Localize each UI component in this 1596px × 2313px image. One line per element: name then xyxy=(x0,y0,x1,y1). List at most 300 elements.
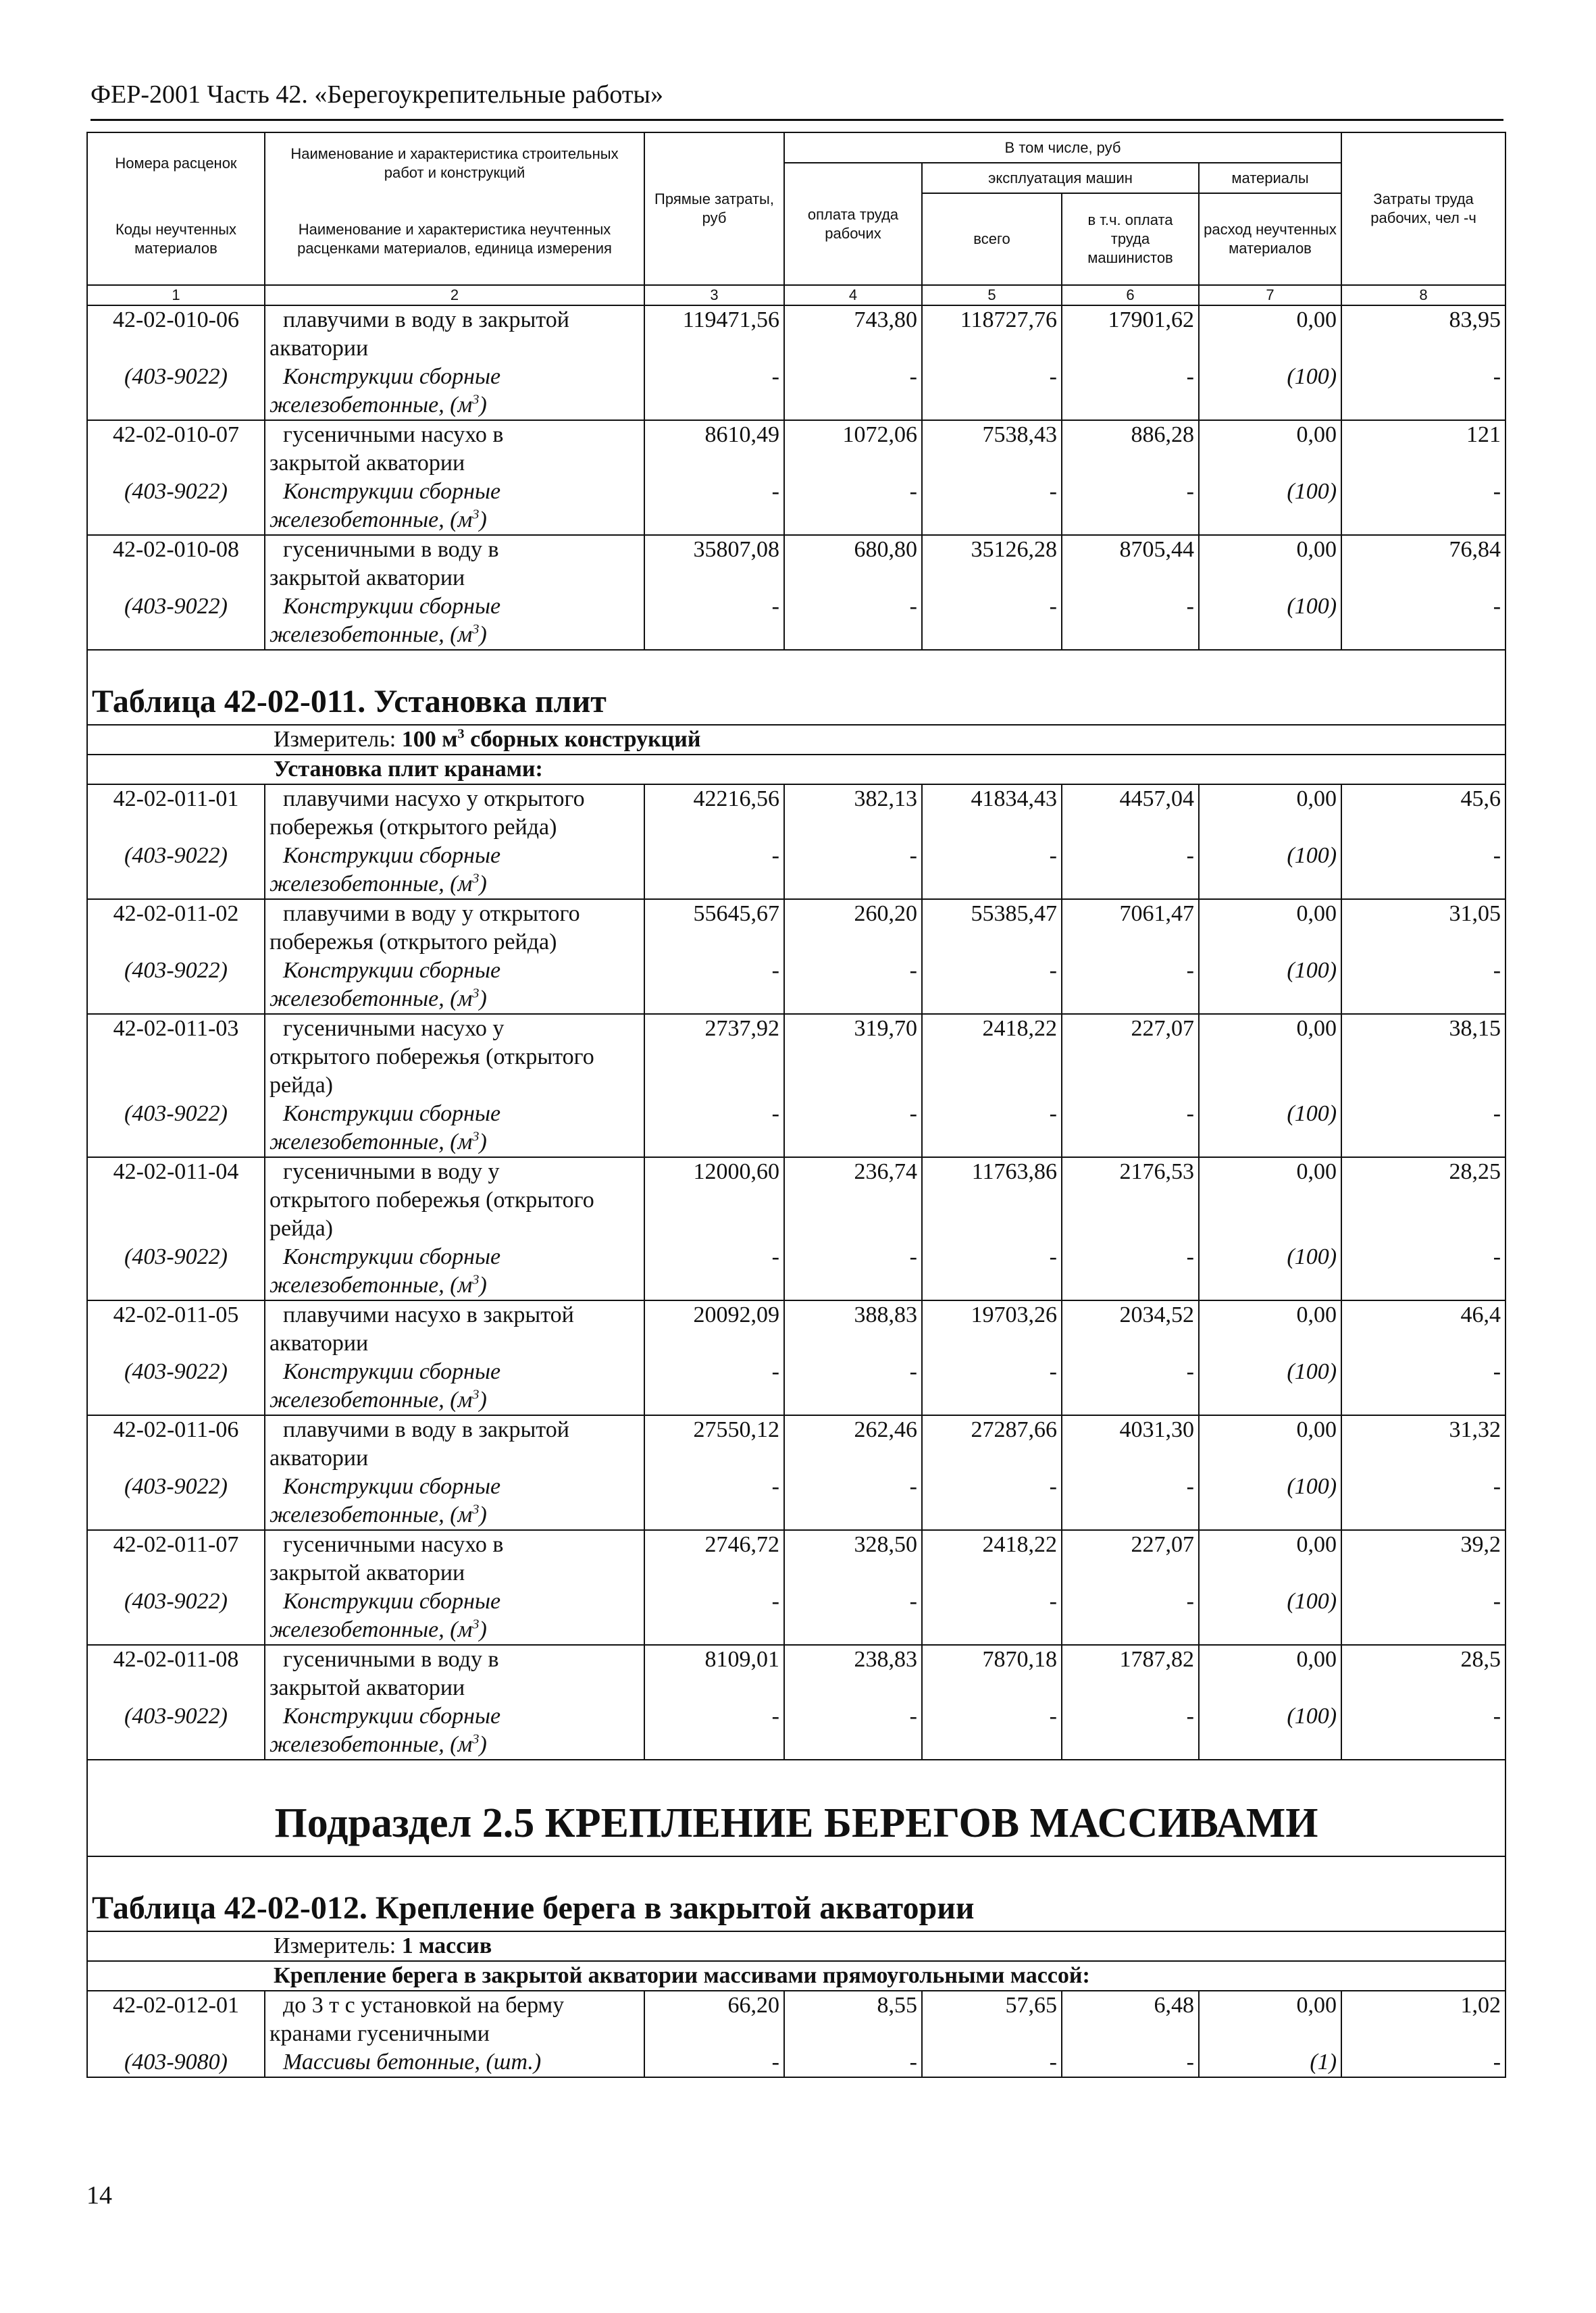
table-meter-row xyxy=(87,1931,1505,1961)
meter-superscript: 3 xyxy=(457,726,465,742)
direct-cost: - xyxy=(644,1702,784,1760)
material-unit-prefix: железобетонные, (м xyxy=(269,871,473,896)
materials-cost: 0,00 xyxy=(1199,305,1341,363)
direct-cost: 119471,56 xyxy=(644,305,784,363)
material-row xyxy=(87,1100,1505,1157)
material-quantity: (100) xyxy=(1199,842,1341,899)
meter-value: 1 массив xyxy=(401,1933,492,1958)
table-title-row xyxy=(87,650,1505,725)
labor-hours: 121 xyxy=(1341,420,1505,478)
materials-cost: 0,00 xyxy=(1199,1157,1341,1243)
machinist-pay: 4457,04 xyxy=(1062,784,1199,842)
material-quantity: (100) xyxy=(1199,592,1341,650)
work-name-line: плавучими в воду у открытого xyxy=(283,901,580,926)
labor-hours: - xyxy=(1341,1702,1505,1760)
machines-total: 35126,28 xyxy=(922,535,1062,592)
direct-cost: - xyxy=(644,1100,784,1157)
material-unit-superscript: 3 xyxy=(472,621,480,637)
rate-code: 42-02-011-01 xyxy=(87,784,265,842)
material-unit-prefix: железобетонные, (м xyxy=(269,507,473,532)
column-number: 1 xyxy=(87,285,265,305)
material-unit-suffix: ) xyxy=(479,1732,487,1757)
work-name-line: закрытой акватории xyxy=(269,451,465,476)
column-number: 3 xyxy=(644,285,784,305)
rate-row xyxy=(87,1645,1505,1702)
material-code: (403-9022) xyxy=(87,842,265,899)
labor-hours: - xyxy=(1341,478,1505,535)
labor-pay: 388,83 xyxy=(784,1300,922,1358)
machinist-pay: - xyxy=(1062,363,1199,420)
machines-total: 41834,43 xyxy=(922,784,1062,842)
material-code: (403-9022) xyxy=(87,957,265,1014)
rate-row xyxy=(87,899,1505,957)
labor-hours: 46,4 xyxy=(1341,1300,1505,1358)
machinist-pay: 6,48 xyxy=(1062,1991,1199,2048)
material-unit-suffix: ) xyxy=(479,622,487,647)
work-name-line: гусеничными насухо у xyxy=(283,1016,505,1041)
material-unit-prefix: железобетонные, (м xyxy=(269,986,473,1011)
work-name-line: до 3 т с установкой на берму xyxy=(283,1993,565,2018)
labor-pay: 743,80 xyxy=(784,305,922,363)
labor-hours: 83,95 xyxy=(1341,305,1505,363)
rate-row xyxy=(87,305,1505,363)
machines-total: 27287,66 xyxy=(922,1415,1062,1473)
labor-hours: - xyxy=(1341,1358,1505,1415)
machinist-pay: 17901,62 xyxy=(1062,305,1199,363)
header-rate-number: Номера расценок xyxy=(87,132,265,193)
material-name-unit xyxy=(269,621,640,649)
machinist-pay: - xyxy=(1062,957,1199,1014)
work-name xyxy=(265,1014,644,1100)
material-unit-suffix: ) xyxy=(479,507,487,532)
machines-total: 118727,76 xyxy=(922,305,1062,363)
header-material-codes: Коды неучтенных материалов xyxy=(87,193,265,285)
machinist-pay: - xyxy=(1062,1702,1199,1760)
table-title: Таблица 42-02-011. Установка плит xyxy=(87,650,1505,725)
material-code: (403-9022) xyxy=(87,1587,265,1645)
work-name xyxy=(265,1157,644,1243)
meter-label: Измеритель: xyxy=(274,1933,396,1958)
direct-cost: - xyxy=(644,363,784,420)
work-name-line: рейда) xyxy=(269,1073,333,1098)
work-name xyxy=(265,420,644,478)
direct-cost: - xyxy=(644,478,784,535)
direct-cost: 2746,72 xyxy=(644,1530,784,1587)
rate-code: 42-02-010-06 xyxy=(87,305,265,363)
material-row xyxy=(87,1473,1505,1530)
work-name-line: гусеничными в воду в xyxy=(283,1647,499,1672)
meter-label: Измеритель: xyxy=(274,727,396,752)
machines-total: 7870,18 xyxy=(922,1645,1062,1702)
material-row xyxy=(87,1358,1505,1415)
material-name-line: Конструкции сборные xyxy=(283,1474,501,1499)
material-unit-suffix: ) xyxy=(479,392,487,417)
material-row xyxy=(87,1587,1505,1645)
column-number: 8 xyxy=(1341,285,1505,305)
machinist-pay: 2034,52 xyxy=(1062,1300,1199,1358)
direct-cost: - xyxy=(644,1243,784,1300)
meter-value-suffix: сборных конструкций xyxy=(464,727,701,752)
labor-hours: - xyxy=(1341,1100,1505,1157)
header-machinist-pay: в т.ч. оплата труда машинистов xyxy=(1062,193,1199,285)
meter-value xyxy=(402,727,701,752)
material-quantity: (100) xyxy=(1199,1473,1341,1530)
machinist-pay: 227,07 xyxy=(1062,1530,1199,1587)
material-name-unit xyxy=(269,506,640,534)
rate-code: 42-02-011-04 xyxy=(87,1157,265,1243)
labor-pay: 236,74 xyxy=(784,1157,922,1243)
material-unit-superscript: 3 xyxy=(472,986,480,1001)
material-name-unit xyxy=(269,1271,640,1300)
material-quantity: (100) xyxy=(1199,957,1341,1014)
material-quantity: (100) xyxy=(1199,1100,1341,1157)
direct-cost: 42216,56 xyxy=(644,784,784,842)
rates-table xyxy=(86,132,1506,2078)
rate-code: 42-02-011-06 xyxy=(87,1415,265,1473)
rate-row xyxy=(87,784,1505,842)
rate-code: 42-02-011-05 xyxy=(87,1300,265,1358)
header-rule xyxy=(91,119,1503,121)
materials-cost: 0,00 xyxy=(1199,535,1341,592)
material-unit-suffix: ) xyxy=(479,1129,487,1154)
machines-total: - xyxy=(922,1473,1062,1530)
table-group: Крепление берега в закрытой акватории массивами прямоугольными массой: xyxy=(87,1961,1505,1991)
material-name-line: Конструкции сборные xyxy=(283,479,501,504)
labor-pay: - xyxy=(784,1243,922,1300)
table-meter xyxy=(87,725,1505,755)
material-unit-superscript: 3 xyxy=(472,507,480,522)
material-code: (403-9022) xyxy=(87,1473,265,1530)
direct-cost: 55645,67 xyxy=(644,899,784,957)
header-labor-pay: оплата труда рабочих xyxy=(784,163,922,285)
table-group-row xyxy=(87,1961,1505,1991)
material-name: Массивы бетонные, (шт.) xyxy=(265,2048,644,2077)
rate-row xyxy=(87,1300,1505,1358)
machines-total: 2418,22 xyxy=(922,1014,1062,1100)
machinist-pay: - xyxy=(1062,478,1199,535)
machinist-pay: 2176,53 xyxy=(1062,1157,1199,1243)
labor-hours: 28,25 xyxy=(1341,1157,1505,1243)
table-meter xyxy=(87,1931,1505,1961)
rate-code: 42-02-011-02 xyxy=(87,899,265,957)
material-unit-suffix: ) xyxy=(479,1273,487,1298)
material-name-unit xyxy=(269,1501,640,1529)
material-name xyxy=(265,1243,644,1300)
material-quantity: (100) xyxy=(1199,1587,1341,1645)
material-unit-superscript: 3 xyxy=(472,871,480,886)
labor-hours: - xyxy=(1341,2048,1505,2077)
material-unit-superscript: 3 xyxy=(472,1502,480,1517)
direct-cost: 12000,60 xyxy=(644,1157,784,1243)
material-code: (403-9022) xyxy=(87,592,265,650)
labor-pay: - xyxy=(784,842,922,899)
labor-hours: 38,15 xyxy=(1341,1014,1505,1100)
material-name-line: Конструкции сборные xyxy=(283,1589,501,1614)
material-row xyxy=(87,842,1505,899)
material-code: (403-9022) xyxy=(87,1702,265,1760)
work-name-line: плавучими насухо у открытого xyxy=(283,786,585,811)
material-quantity: (100) xyxy=(1199,1358,1341,1415)
material-name-line: Конструкции сборные xyxy=(283,1101,501,1126)
materials-cost: 0,00 xyxy=(1199,1530,1341,1587)
work-name xyxy=(265,784,644,842)
material-name-line: Конструкции сборные xyxy=(283,1244,501,1269)
labor-pay: 319,70 xyxy=(784,1014,922,1100)
labor-pay: - xyxy=(784,1702,922,1760)
machines-total: - xyxy=(922,592,1062,650)
machinist-pay: - xyxy=(1062,1358,1199,1415)
material-name-line: Конструкции сборные xyxy=(283,364,501,389)
work-name-line: гусеничными насухо в xyxy=(283,1532,504,1557)
meter-value-prefix: 100 м xyxy=(401,727,458,752)
material-unit-prefix: железобетонные, (м xyxy=(269,1502,473,1527)
direct-cost: 66,20 xyxy=(644,1991,784,2048)
table-group-row xyxy=(87,755,1505,784)
material-unit-superscript: 3 xyxy=(472,1129,480,1144)
material-row xyxy=(87,957,1505,1014)
labor-hours: 39,2 xyxy=(1341,1530,1505,1587)
direct-cost: - xyxy=(644,1473,784,1530)
work-name-line: побережья (открытого рейда) xyxy=(269,930,557,955)
work-name xyxy=(265,1300,644,1358)
table-title: Таблица 42-02-012. Крепление берега в закрытой акватории xyxy=(87,1856,1505,1931)
rate-code: 42-02-012-01 xyxy=(87,1991,265,2048)
material-unit-superscript: 3 xyxy=(472,392,480,407)
column-number: 4 xyxy=(784,285,922,305)
materials-cost: 0,00 xyxy=(1199,1991,1341,2048)
material-name xyxy=(265,1702,644,1760)
table-title-row xyxy=(87,1856,1505,1931)
material-name-unit xyxy=(269,391,640,420)
subsection-title-row xyxy=(87,1760,1505,1856)
material-unit-suffix: ) xyxy=(479,1502,487,1527)
material-code: (403-9022) xyxy=(87,1243,265,1300)
machinist-pay: - xyxy=(1062,842,1199,899)
material-name xyxy=(265,592,644,650)
machines-total: - xyxy=(922,1702,1062,1760)
machines-total: - xyxy=(922,842,1062,899)
material-name-line: Конструкции сборные xyxy=(283,1704,501,1729)
material-row xyxy=(87,2048,1505,2077)
labor-pay: 1072,06 xyxy=(784,420,922,478)
direct-cost: 8610,49 xyxy=(644,420,784,478)
direct-cost: 8109,01 xyxy=(644,1645,784,1702)
material-quantity: (100) xyxy=(1199,1243,1341,1300)
table-body xyxy=(87,132,1505,2077)
table-group: Установка плит кранами: xyxy=(87,755,1505,784)
rate-code: 42-02-011-03 xyxy=(87,1014,265,1100)
labor-hours: 76,84 xyxy=(1341,535,1505,592)
material-row xyxy=(87,1243,1505,1300)
machinist-pay: 886,28 xyxy=(1062,420,1199,478)
page-number: 14 xyxy=(86,2181,112,2210)
column-number: 2 xyxy=(265,285,644,305)
material-unit-prefix: железобетонные, (м xyxy=(269,1273,473,1298)
material-name xyxy=(265,957,644,1014)
rate-row xyxy=(87,535,1505,592)
machines-total: - xyxy=(922,957,1062,1014)
machines-total: - xyxy=(922,2048,1062,2077)
direct-cost: 20092,09 xyxy=(644,1300,784,1358)
material-unit-prefix: железобетонные, (м xyxy=(269,622,473,647)
rate-code: 42-02-011-08 xyxy=(87,1645,265,1702)
material-unit-prefix: железобетонные, (м xyxy=(269,1617,473,1642)
machines-total: 57,65 xyxy=(922,1991,1062,2048)
direct-cost: - xyxy=(644,1358,784,1415)
labor-hours: - xyxy=(1341,1473,1505,1530)
machines-total: - xyxy=(922,1100,1062,1157)
material-name xyxy=(265,1473,644,1530)
work-name-line: плавучими насухо в закрытой xyxy=(283,1302,574,1327)
work-name xyxy=(265,899,644,957)
header-work-name: Наименование и характеристика строительных работ и конструкций xyxy=(265,132,644,193)
machinist-pay: - xyxy=(1062,1243,1199,1300)
labor-pay: - xyxy=(784,1587,922,1645)
work-name xyxy=(265,1645,644,1702)
material-unit-suffix: ) xyxy=(479,1617,487,1642)
material-code: (403-9022) xyxy=(87,363,265,420)
machines-total: - xyxy=(922,1587,1062,1645)
machinist-pay: 7061,47 xyxy=(1062,899,1199,957)
material-unit-superscript: 3 xyxy=(472,1387,480,1402)
work-name xyxy=(265,535,644,592)
labor-pay: 680,80 xyxy=(784,535,922,592)
rate-code: 42-02-010-08 xyxy=(87,535,265,592)
direct-cost: 27550,12 xyxy=(644,1415,784,1473)
rate-row xyxy=(87,1014,1505,1100)
material-row xyxy=(87,363,1505,420)
material-quantity: (100) xyxy=(1199,1702,1341,1760)
materials-cost: 0,00 xyxy=(1199,1645,1341,1702)
subsection-title: Подраздел 2.5 КРЕПЛЕНИЕ БЕРЕГОВ МАССИВАМИ xyxy=(87,1760,1505,1856)
header-material-names: Наименование и характеристика неучтенных расценками материалов, единица измерения xyxy=(265,193,644,285)
material-row xyxy=(87,478,1505,535)
column-number: 7 xyxy=(1199,285,1341,305)
material-code: (403-9022) xyxy=(87,1100,265,1157)
work-name-line: гусеничными насухо в xyxy=(283,422,504,447)
material-name xyxy=(265,363,644,420)
rate-row xyxy=(87,420,1505,478)
material-row xyxy=(87,1702,1505,1760)
material-code: (403-9022) xyxy=(87,1358,265,1415)
machines-total: 55385,47 xyxy=(922,899,1062,957)
machines-total: 11763,86 xyxy=(922,1157,1062,1243)
material-quantity: (100) xyxy=(1199,478,1341,535)
labor-hours: 45,6 xyxy=(1341,784,1505,842)
labor-pay: - xyxy=(784,957,922,1014)
material-unit-superscript: 3 xyxy=(472,1617,480,1632)
material-name-unit xyxy=(269,985,640,1013)
column-number: 5 xyxy=(922,285,1062,305)
labor-pay: - xyxy=(784,363,922,420)
labor-pay: 328,50 xyxy=(784,1530,922,1587)
material-quantity: (1) xyxy=(1199,2048,1341,2077)
material-unit-superscript: 3 xyxy=(472,1272,480,1288)
work-name xyxy=(265,1991,644,2048)
work-name-line: плавучими в воду в закрытой xyxy=(283,1417,569,1442)
material-unit-suffix: ) xyxy=(479,1388,487,1413)
direct-cost: 35807,08 xyxy=(644,535,784,592)
materials-cost: 0,00 xyxy=(1199,899,1341,957)
labor-hours: - xyxy=(1341,363,1505,420)
header-including: В том числе, руб xyxy=(784,132,1341,163)
direct-cost: - xyxy=(644,592,784,650)
material-name-line: Конструкции сборные xyxy=(283,843,501,868)
labor-hours: - xyxy=(1341,957,1505,1014)
machinist-pay: 1787,82 xyxy=(1062,1645,1199,1702)
running-header: ФЕР-2001 Часть 42. «Берегоукрепительные работы» xyxy=(91,80,663,109)
labor-pay: 238,83 xyxy=(784,1645,922,1702)
material-name xyxy=(265,842,644,899)
material-row xyxy=(87,592,1505,650)
direct-cost: - xyxy=(644,2048,784,2077)
material-name-line: Конструкции сборные xyxy=(283,958,501,983)
labor-pay: 262,46 xyxy=(784,1415,922,1473)
machinist-pay: - xyxy=(1062,1473,1199,1530)
machinist-pay: - xyxy=(1062,1100,1199,1157)
labor-hours: 31,05 xyxy=(1341,899,1505,957)
header-machines: эксплуатация машин xyxy=(922,163,1199,193)
work-name-line: закрытой акватории xyxy=(269,1560,465,1585)
rate-row xyxy=(87,1991,1505,2048)
work-name-line: гусеничными в воду у xyxy=(283,1159,500,1184)
work-name-line: акватории xyxy=(269,336,369,361)
work-name-line: акватории xyxy=(269,1331,369,1356)
work-name-line: открытого побережья (открытого xyxy=(269,1188,594,1213)
machinist-pay: 8705,44 xyxy=(1062,535,1199,592)
material-name-unit xyxy=(269,1616,640,1644)
material-unit-prefix: железобетонные, (м xyxy=(269,1129,473,1154)
work-name-line: гусеничными в воду в xyxy=(283,537,499,562)
material-name-unit xyxy=(269,870,640,898)
work-name-line: закрытой акватории xyxy=(269,565,465,590)
machines-total: 7538,43 xyxy=(922,420,1062,478)
labor-hours: 1,02 xyxy=(1341,1991,1505,2048)
labor-hours: 31,32 xyxy=(1341,1415,1505,1473)
table-meter-row xyxy=(87,725,1505,755)
direct-cost: - xyxy=(644,842,784,899)
labor-pay: 382,13 xyxy=(784,784,922,842)
header-machines-total: всего xyxy=(922,193,1062,285)
labor-pay: 8,55 xyxy=(784,1991,922,2048)
direct-cost: - xyxy=(644,1587,784,1645)
direct-cost: 2737,92 xyxy=(644,1014,784,1100)
work-name-line: акватории xyxy=(269,1446,369,1471)
machinist-pay: - xyxy=(1062,592,1199,650)
labor-pay: - xyxy=(784,1358,922,1415)
machinist-pay: - xyxy=(1062,1587,1199,1645)
machinist-pay: 227,07 xyxy=(1062,1014,1199,1100)
material-name-line: Конструкции сборные xyxy=(283,1359,501,1384)
materials-cost: 0,00 xyxy=(1199,1014,1341,1100)
rate-row xyxy=(87,1157,1505,1243)
material-unit-prefix: железобетонные, (м xyxy=(269,1388,473,1413)
material-unit-suffix: ) xyxy=(479,871,487,896)
material-name xyxy=(265,1358,644,1415)
work-name-line: побережья (открытого рейда) xyxy=(269,815,557,840)
machines-total: - xyxy=(922,1243,1062,1300)
material-name xyxy=(265,478,644,535)
labor-hours: - xyxy=(1341,1243,1505,1300)
material-unit-prefix: железобетонные, (м xyxy=(269,392,473,417)
machinist-pay: - xyxy=(1062,2048,1199,2077)
materials-cost: 0,00 xyxy=(1199,420,1341,478)
header-materials: материалы xyxy=(1199,163,1341,193)
column-number: 6 xyxy=(1062,285,1199,305)
work-name-line: открытого побережья (открытого xyxy=(269,1044,594,1069)
material-code: (403-9022) xyxy=(87,478,265,535)
labor-hours: - xyxy=(1341,842,1505,899)
